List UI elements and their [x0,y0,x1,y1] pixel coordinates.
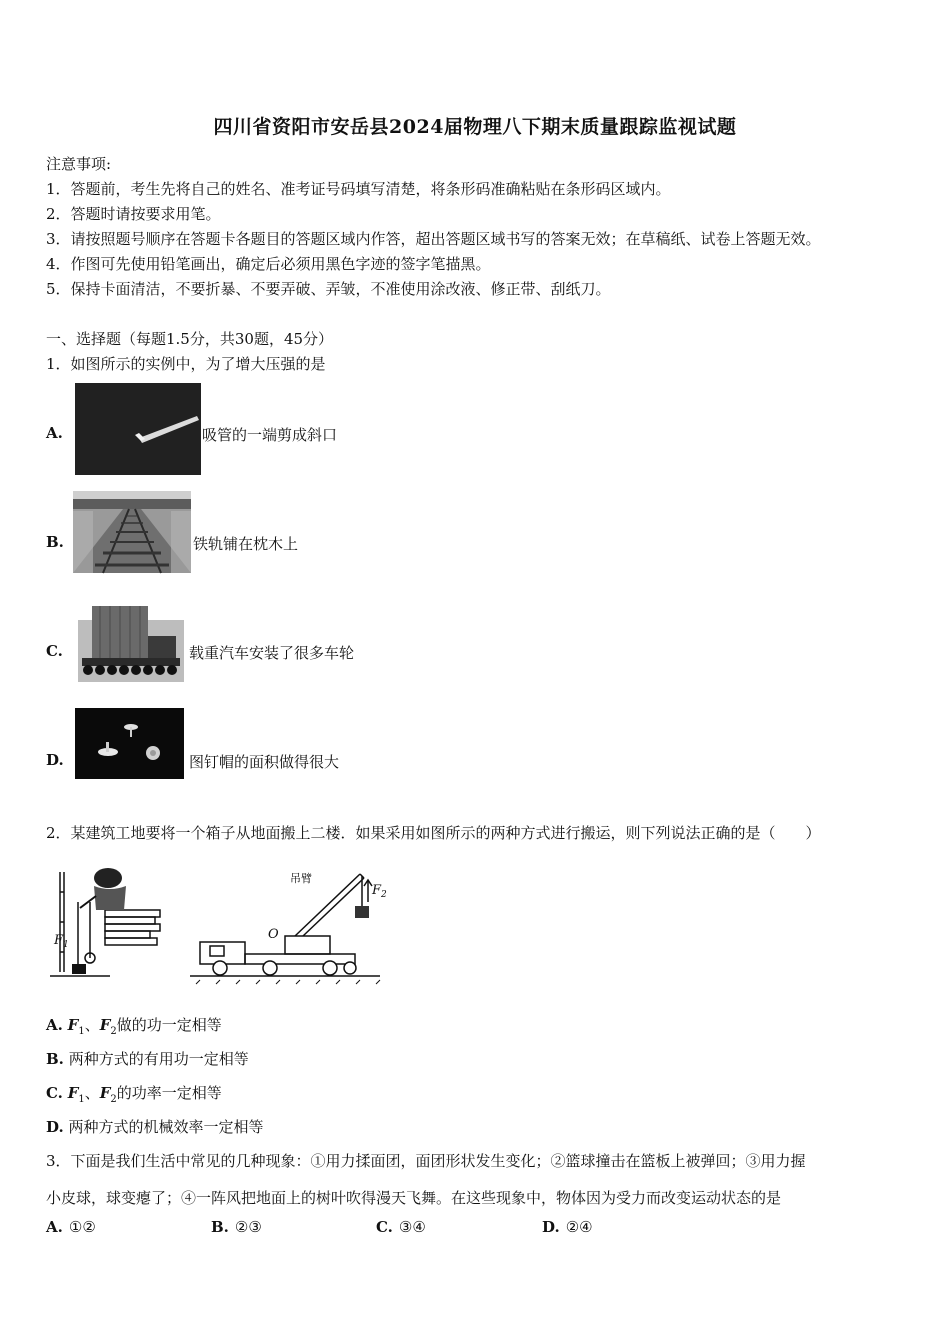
notice-item: 5．保持卡面清洁，不要折暴、不要弄破、弄皱，不准使用涂改液、修正带、刮纸刀。 [46,280,611,298]
question-3-stem-line-1: 3．下面是我们生活中常见的几种现象：①用力揉面团，面团形状发生变化；②篮球撞击在篮板上被弹回；③用力握 [46,1152,806,1170]
truck-photo [78,600,184,682]
question-3-stem-line-2: 小皮球，球变瘪了；④一阵风把地面上的树叶吹得漫天飞舞。在这些现象中，物体因为受力而改变运动状态的是 [46,1189,782,1207]
q3-option-a: A. ①② [46,1218,96,1236]
q1-option-b-text: 铁轨铺在枕木上 [193,535,299,553]
exam-title: 四川省资阳市安岳县2024届物理八下期末质量跟踪监视试题 [213,116,737,138]
q2-option-d: D. 两种方式的机械效率一定相等 [46,1118,264,1136]
notice-item: 3．请按照题号顺序在答题卡各题目的答题区域内作答，超出答题区域书写的答案无效；在草稿纸、试卷上答题无效。 [46,230,821,248]
q3-option-b: B. ②③ [211,1218,262,1236]
railway-photo [73,491,191,573]
q1-option-d-label: D. [46,751,64,769]
crane-arm-label: 吊臂 [290,872,312,885]
q1-option-c-label: C. [46,642,63,660]
f2-label: $F_2$ [372,883,387,900]
question-2-stem: 2．某建筑工地要将一个箱子从地面搬上二楼．如果采用如图所示的两种方式进行搬运，则下列说法正确的是（ ） [46,824,821,842]
lifting-methods-figure [50,862,385,987]
q1-option-c-text: 载重汽车安装了很多车轮 [189,644,355,662]
thumbtack-photo [75,708,184,779]
q1-option-a-text: 吸管的一端剪成斜口 [202,426,338,444]
pivot-label: O [268,927,279,942]
q2-option-c: C. $F_1$、$F_2$的功率一定相等 [46,1084,222,1105]
q2-option-b: B. 两种方式的有用功一定相等 [46,1050,249,1068]
section-heading: 一、选择题（每题1.5分，共30题，45分） [46,330,334,348]
q3-option-c: C. ③④ [376,1218,426,1236]
notice-item: 4．作图可先使用铅笔画出，确定后必须用黑色字迹的签字笔描黑。 [46,255,491,273]
notice-header: 注意事项: [46,155,112,173]
q3-option-d: D. ②④ [542,1218,593,1236]
q2-option-a: A. $F_1$、$F_2$做的功一定相等 [46,1016,222,1037]
question-1-stem: 1．如图所示的实例中，为了增大压强的是 [46,355,326,373]
f1-label: $F_1$ [54,933,69,950]
q1-option-a-label: A. [46,424,63,442]
q1-option-d-text: 图钉帽的面积做得很大 [189,753,340,771]
notice-item: 1．答题前，考生先将自己的姓名、准考证号码填写清楚，将条形码准确粘贴在条形码区域内。 [46,180,671,198]
notice-item: 2．答题时请按要求用笔。 [46,205,221,223]
q1-option-b-label: B. [46,533,64,551]
straw-photo [75,383,201,475]
